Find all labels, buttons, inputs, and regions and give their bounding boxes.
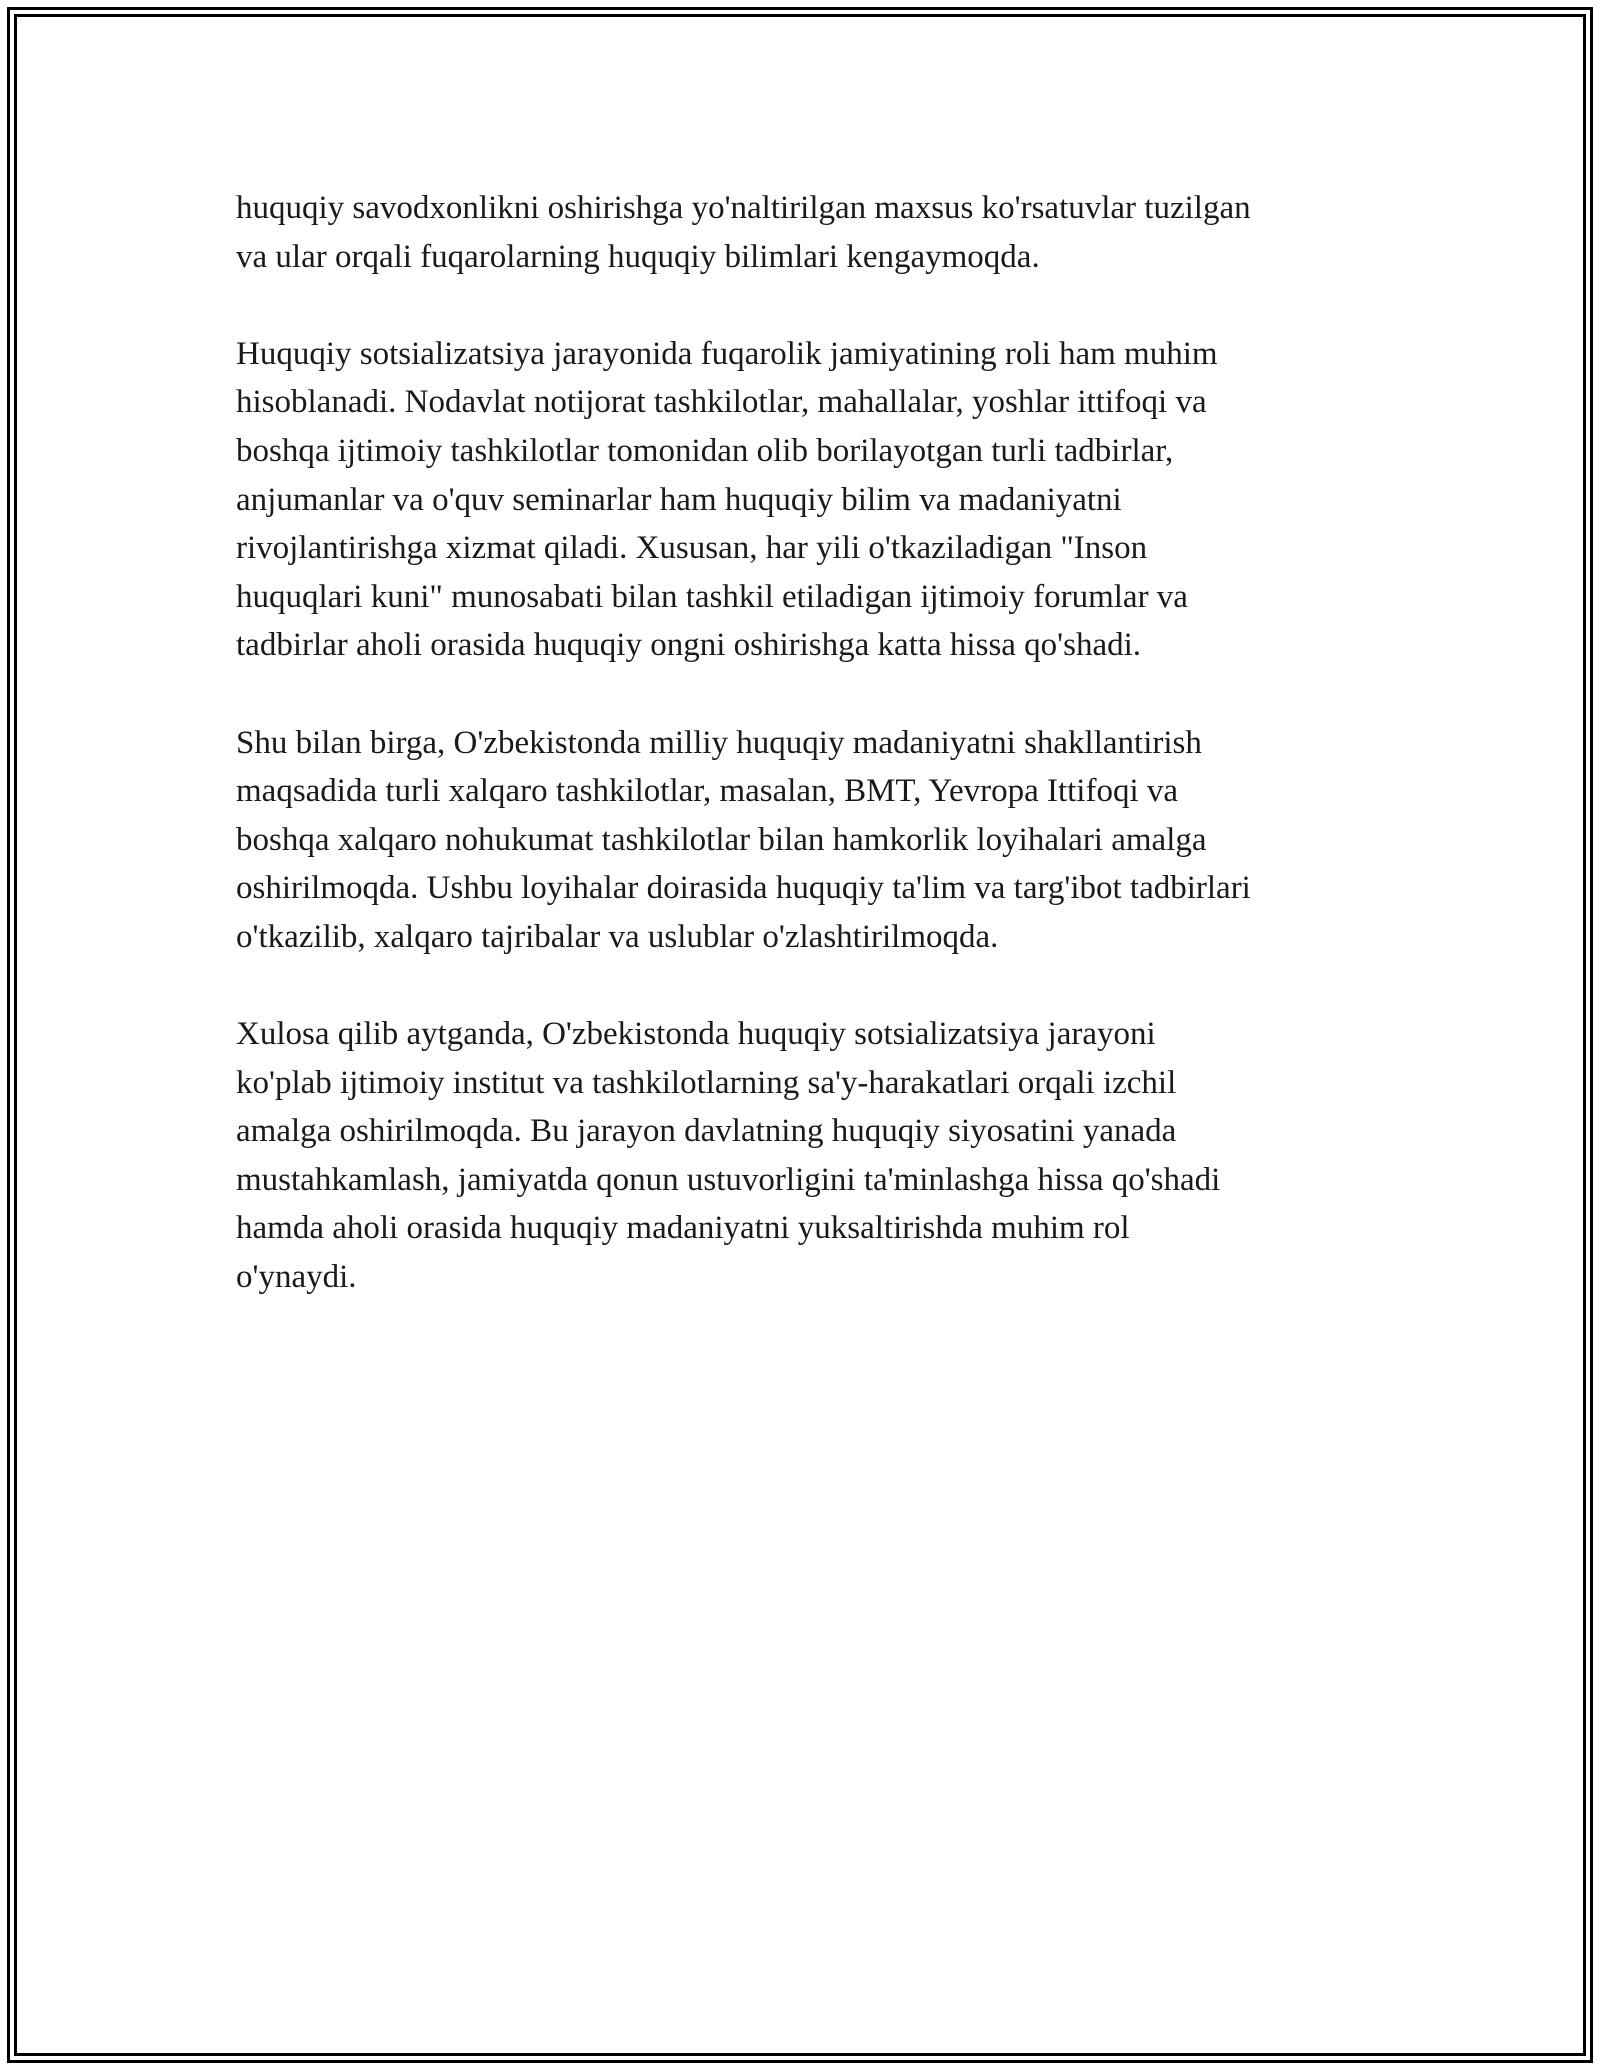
paragraph-2: Huquqiy sotsializatsiya jarayonida fuqarolik jamiyatining roli ham muhim hisoblanadi. Nodavlat notijorat tashkilotlar, mahallalar, yoshlar ittifoqi va boshqa ijtimoiy tashkilotlar tomonidan olib borilayotgan turli tadbirlar, anjumanlar va o'quv seminarlar ham huquqiy bilim va madaniyatni rivojlantirishga xizmat qiladi. Xususan, har yili o'tkaziladigan "Inson huquqlari kuni" munosabati bilan tashkil etiladigan ijtimoiy forumlar va tadbirlar aholi orasida huquqiy ongni oshirishga katta hissa qo'shadi. (236, 335, 1218, 664)
document-body (236, 184, 1376, 1350)
paragraph-3: Shu bilan birga, O'zbekistonda milliy huquqiy madaniyatni shakllantirish maqsadida turli xalqaro tashkilotlar, masalan, BMT, Yevropa Ittifoqi va boshqa xalqaro nohukumat tashkilotlar bilan hamkorlik loyihalari amalga oshirilmoqda. Ushbu loyihalar doirasida huquqiy ta'lim va targ'ibot tadbirlari o'tkazilib, xalqaro tajribalar va uslublar o'zlashtirilmoqda. (236, 724, 1251, 955)
paragraph-1: huquqiy savodxonlikni oshirishga yo'naltirilgan maxsus ko'rsatuvlar tuzilgan va ular orqali fuqarolarning huquqiy bilimlari kengaymoqda. (236, 190, 1251, 275)
paragraph-4: Xulosa qilib aytganda, O'zbekistonda huquqiy sotsializatsiya jarayoni ko'plab ijtimoiy institut va tashkilotlarning sa'y-harakatlari orqali izchil amalga oshirilmoqda. Bu jarayon davlatning huquqiy siyosatini yanada mustahkamlash, jamiyatda qonun ustuvorligini ta'minlashga hissa qo'shadi hamda aholi orasida huquqiy madaniyatni yuksaltirishda muhim rol o'ynaydi. (236, 1016, 1221, 1296)
